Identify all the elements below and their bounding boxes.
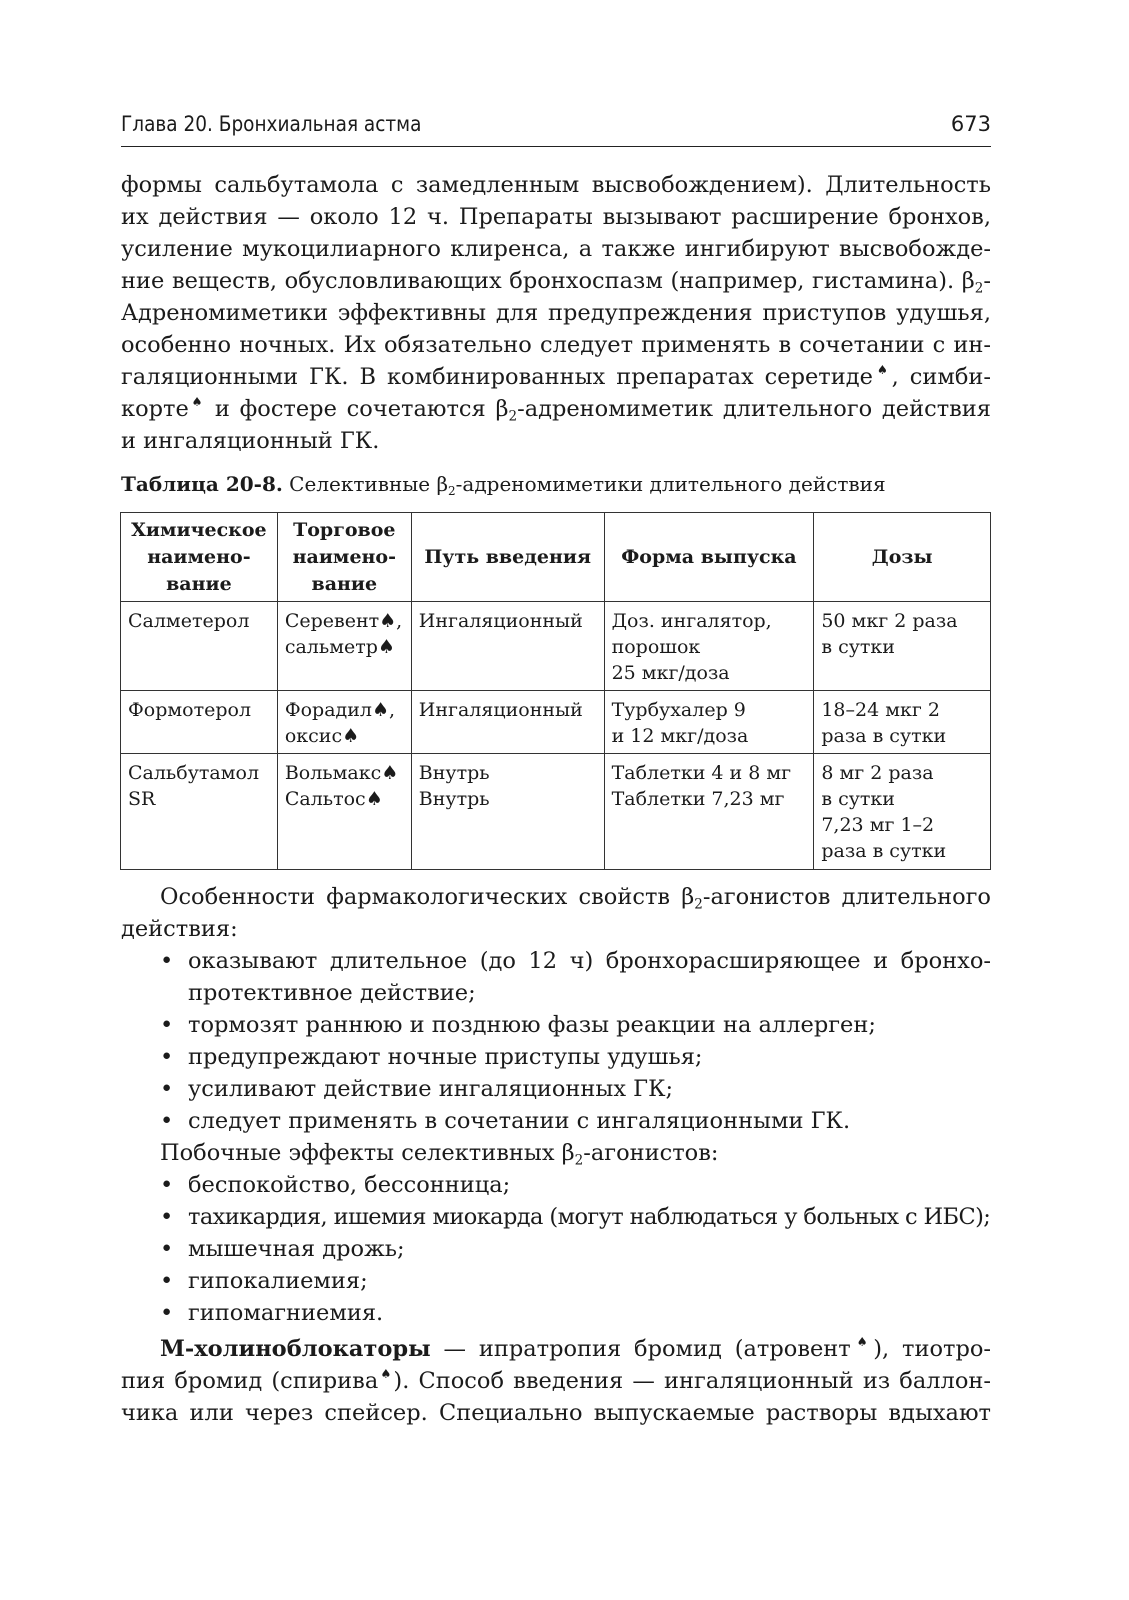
paragraph-line: галяционными ГК. В комбинированных препаратах серетиде♠, симби- xyxy=(121,363,991,390)
bullet-icon: • xyxy=(160,1012,174,1038)
features-intro-cont: действия: xyxy=(121,916,238,942)
bullet-icon: • xyxy=(160,1204,174,1230)
list-item: • следует применять в сочетании с ингаляционными ГК. xyxy=(160,1108,851,1134)
list-item-cont: протективное действие; xyxy=(188,980,476,1006)
paragraph-line: и ингаляционный ГК. xyxy=(121,428,380,454)
trademark-marker: ♠ xyxy=(188,395,206,410)
list-item: • гипомагниемия. xyxy=(160,1300,384,1326)
cell-route: Ингаляционный xyxy=(411,602,604,691)
list-item: • тахикардия, ишемия миокарда (могут наблюдаться у больных с ИБС); xyxy=(160,1204,991,1230)
paragraph-line: ние веществ, обусловливающих бронхоспазм (например, гистамина). $\beta_2-$ xyxy=(121,268,991,297)
bullet-icon: • xyxy=(160,948,174,974)
table-header-row xyxy=(121,513,991,602)
bullet-icon: • xyxy=(160,1236,174,1262)
cell-trade: Форадил♠, оксис♠ xyxy=(277,691,411,754)
table-row xyxy=(121,754,991,870)
line-text: ние веществ, обусловливающих бронхоспазм (например, гистамина). β xyxy=(121,268,975,294)
header-chemical-name: Химическое наимено- вание xyxy=(121,513,278,602)
trademark-marker: ♠ xyxy=(850,1335,874,1350)
cell-form: Турбухалер 9 и 12 мкг/доза xyxy=(604,691,814,754)
paragraph-line: Адреномиметики эффективны для предупреждения приступов удушья, xyxy=(121,300,991,326)
page-number: 673 xyxy=(950,112,991,136)
side-effects-intro: Побочные эффекты селективных $\beta_2$-агонистов: xyxy=(160,1140,719,1169)
paragraph-line: усиление мукоцилиарного клиренса, а также ингибируют высвобожде- xyxy=(121,236,991,262)
paragraph-line: корте♠ и фостере сочетаются $\beta_2$-адреномиметик длительного действия xyxy=(121,395,991,425)
paragraph-line: особенно ночных. Их обязательно следует применять в сочетании с ин- xyxy=(121,332,991,358)
list-item: • усиливают действие ингаляционных ГК; xyxy=(160,1076,674,1102)
list-item: • тормозят раннюю и позднюю фазы реакции на аллерген; xyxy=(160,1012,876,1038)
bullet-icon: • xyxy=(160,1268,174,1294)
cell-chemical: Формотерол xyxy=(121,691,278,754)
cell-route: Ингаляционный xyxy=(411,691,604,754)
table-caption: Таблица 20-8. Селективные $\beta_2$-адреномиметики длительного действия xyxy=(121,472,886,499)
list-item: • гипокалиемия; xyxy=(160,1268,368,1294)
trademark-marker: ♠ xyxy=(378,1367,394,1382)
features-intro: Особенности фармакологических свойств $\beta_2$-агонистов длительного xyxy=(160,884,991,913)
header-doses: Дозы xyxy=(814,513,991,602)
trademark-marker: ♠ xyxy=(872,363,892,378)
table-row xyxy=(121,602,991,691)
cell-chemical: Салметерол xyxy=(121,602,278,691)
cell-chemical: Сальбутамол SR xyxy=(121,754,278,870)
m-section-line: чика или через спейсер. Специально выпускаемые растворы вдыхают xyxy=(121,1400,991,1426)
header-form: Форма выпуска xyxy=(604,513,814,602)
running-header xyxy=(121,112,991,147)
chapter-title: Глава 20. Бронхиальная астма xyxy=(121,112,422,136)
cell-trade: Вольмакс♠ Сальтос♠ xyxy=(277,754,411,870)
cell-dose: 50 мкг 2 раза в сутки xyxy=(814,602,991,691)
cell-trade: Серевент♠, сальметр♠ xyxy=(277,602,411,691)
cell-dose: 8 мг 2 раза в сутки 7,23 мг 1–2 раза в сутки xyxy=(814,754,991,870)
bullet-icon: • xyxy=(160,1108,174,1134)
bullet-icon: • xyxy=(160,1044,174,1070)
list-item: • оказывают длительное (до 12 ч) бронхорасширяющее и бронхо- xyxy=(160,948,991,974)
header-trade-name: Торговое наимено- вание xyxy=(277,513,411,602)
cell-form: Таблетки 4 и 8 мг Таблетки 7,23 мг xyxy=(604,754,814,870)
m-section-line: М-холиноблокаторы — ипратропия бромид (атровент♠), тиотро- xyxy=(160,1335,991,1362)
section-term: М-холиноблокаторы xyxy=(160,1336,431,1362)
table-row xyxy=(121,691,991,754)
drug-table xyxy=(120,512,991,870)
paragraph-line: их действия — около 12 ч. Препараты вызывают расширение бронхов, xyxy=(121,204,991,230)
bullet-icon: • xyxy=(160,1300,174,1326)
cell-form: Доз. ингалятор, порошок 25 мкг/доза xyxy=(604,602,814,691)
bullet-icon: • xyxy=(160,1172,174,1198)
list-item: • предупреждают ночные приступы удушья; xyxy=(160,1044,703,1070)
m-section-line: пия бромид (спирива♠). Способ введения — ингаляционный из баллон- xyxy=(121,1367,991,1394)
header-route: Путь введения xyxy=(411,513,604,602)
table-label: Таблица 20-8. xyxy=(121,472,283,496)
cell-dose: 18–24 мкг 2 раза в сутки xyxy=(814,691,991,754)
bullet-icon: • xyxy=(160,1076,174,1102)
list-item: • мышечная дрожь; xyxy=(160,1236,405,1262)
cell-route: Внутрь Внутрь xyxy=(411,754,604,870)
list-item: • беспокойство, бессонница; xyxy=(160,1172,511,1198)
paragraph-line: формы сальбутамола с замедленным высвобождением). Длительность xyxy=(121,172,991,198)
